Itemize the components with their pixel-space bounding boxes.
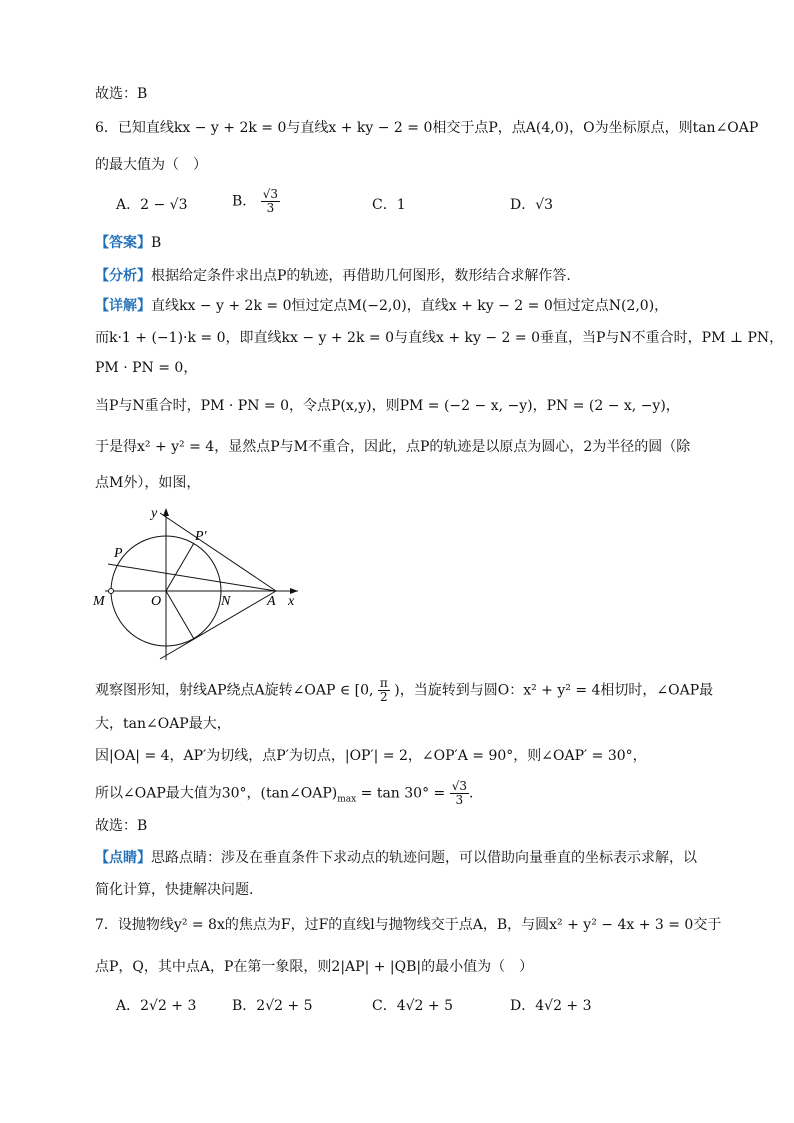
q6-analysis [95,266,571,286]
option-value: 4√2 + 5 [396,998,453,1014]
option-value: 2√2 + 3 [140,998,197,1014]
geometry-figure [90,500,310,665]
option-value: 1 [396,197,406,213]
q7-option-b [232,996,313,1016]
detail-tag: 【详解】 [95,298,151,314]
option-label: C． [372,998,397,1014]
label-o: O [151,594,162,609]
option-value: √3 [535,197,554,213]
q6-option-a [116,195,188,215]
option-label: A． [116,998,141,1014]
q6-observe-line-1 [95,677,713,704]
q6-option-c [372,195,406,215]
option-value: 2√2 + 5 [256,998,313,1014]
observe-text-b: = tan 30° = [356,785,446,802]
q7-option-c [372,996,453,1016]
segment-op-prime [166,543,194,591]
observe-text-c: . [469,785,474,802]
option-label: B． [232,998,257,1014]
q7-stem-line-1: 7．设抛物线y² = 8x的焦点为F，过F的直线l与抛物线交于点A，B，与圆x² + y² − 4x + 3 = 0交于 [95,917,722,933]
q6-option-b [232,188,280,215]
y-axis-arrow [163,508,169,516]
detail-text: 直线kx − y + 2k = 0恒过定点M(−2,0)，直线x + ky − 2 = 0恒过定点N(2,0)， [151,298,669,314]
option-label: D． [510,197,536,213]
segment-o-lower-tangent [166,591,194,639]
fraction-denominator: 3 [266,201,275,215]
answer-tag: 【答案】 [95,235,151,251]
ray-ap [108,564,276,591]
label-p-prime: P′ [195,529,207,544]
label-y: y [151,506,158,521]
q6-tip-line-1 [95,848,697,868]
observe-fraction [378,677,390,704]
q6-detail-line-6: 点M外），如图， [95,475,201,491]
tangent-line-lower [160,591,276,659]
fraction-numerator: √3 [262,187,279,201]
tip-text: 思路点睛：涉及在垂直条件下求动点的轨迹问题，可以借助向量垂直的坐标表示求解，以 [151,850,697,866]
fraction-denominator: 2 [380,690,388,704]
q6-detail-line-2: 而k·1 + (−1)·k = 0，即直线kx − y + 2k = 0与直线x + ky − 2 = 0垂直，当P与N不重合时，PM ⊥ PN， [95,330,784,346]
q7-stem-line-2: 点P，Q，其中点A，P在第一象限，则2|AP| + |QB|的最小值为（ ） [95,959,534,975]
q6-observe-line-4 [95,780,473,809]
analysis-text: 根据给定条件求出点P的轨迹，再借助几何图形，数形结合求解作答. [151,268,571,284]
option-label: B． [232,193,257,210]
q6-observe-line-3: 因|OA| = 4，AP′为切线，点P′为切点，|OP′| = 2，∠OP′A = 90°，则∠OAP′ = 30°， [95,748,647,764]
option-fraction [261,188,280,215]
q6-answer-line: 故选：B [95,818,148,834]
q6-stem-line-2: 的最大值为（ ） [95,157,207,173]
q6-option-d [510,195,553,215]
label-x: x [288,594,295,609]
option-value: 2 − √3 [140,197,188,213]
answer-value: B [151,235,162,251]
fraction-numerator: √3 [451,779,468,793]
q7-option-d [510,996,592,1016]
observe-fraction [450,780,469,807]
fraction-denominator: 3 [455,793,464,807]
label-n: N [221,594,231,609]
q6-stem-line-1: 6．已知直线kx − y + 2k = 0与直线x + ky − 2 = 0相交于点P，点A(4,0)，O为坐标原点，则tan∠OAP [95,120,759,136]
q6-observe-line-2: 大，tan∠OAP最大， [95,716,231,732]
point-m-marker [109,589,114,594]
label-p: P [114,546,123,561]
label-m: M [93,594,105,609]
q6-detail-line-4: 当P与N重合时，PM · PN = 0，令点P(x,y)，则PM = (−2 − x, −y)，PN = (2 − x, −y)， [95,398,680,414]
option-label: A． [116,197,141,213]
subscript-max: max [337,794,357,805]
q6-detail-line-1 [95,296,668,316]
q5-answer-line: 故选：B [95,86,148,102]
q6-answer [95,233,161,253]
tangent-line-upper [160,513,276,591]
option-label: D． [510,998,536,1014]
option-value: 4√2 + 3 [535,998,592,1014]
observe-text-a: 所以∠OAP最大值为30°，(tan∠OAP) [95,785,338,802]
q6-detail-line-5: 于是得x² + y² = 4，显然点P与M不重合，因此，点P的轨迹是以原点为圆心，2为半径的圆（除 [95,439,691,455]
label-a: A [267,594,276,609]
observe-text-a: 观察图形知，射线AP绕点A旋转∠OAP ∈ [0, [95,682,374,699]
tip-tag: 【点睛】 [95,850,151,866]
q7-option-a [116,996,196,1016]
q6-detail-line-3: PM · PN = 0， [95,360,198,376]
fraction-numerator: π [379,676,388,690]
q6-tip-line-2: 简化计算，快捷解决问题. [95,882,254,898]
observe-text-b: )，当旋转到与圆O：x² + y² = 4相切时，∠OAP最 [394,682,714,699]
option-label: C． [372,197,397,213]
analysis-tag: 【分析】 [95,268,151,284]
